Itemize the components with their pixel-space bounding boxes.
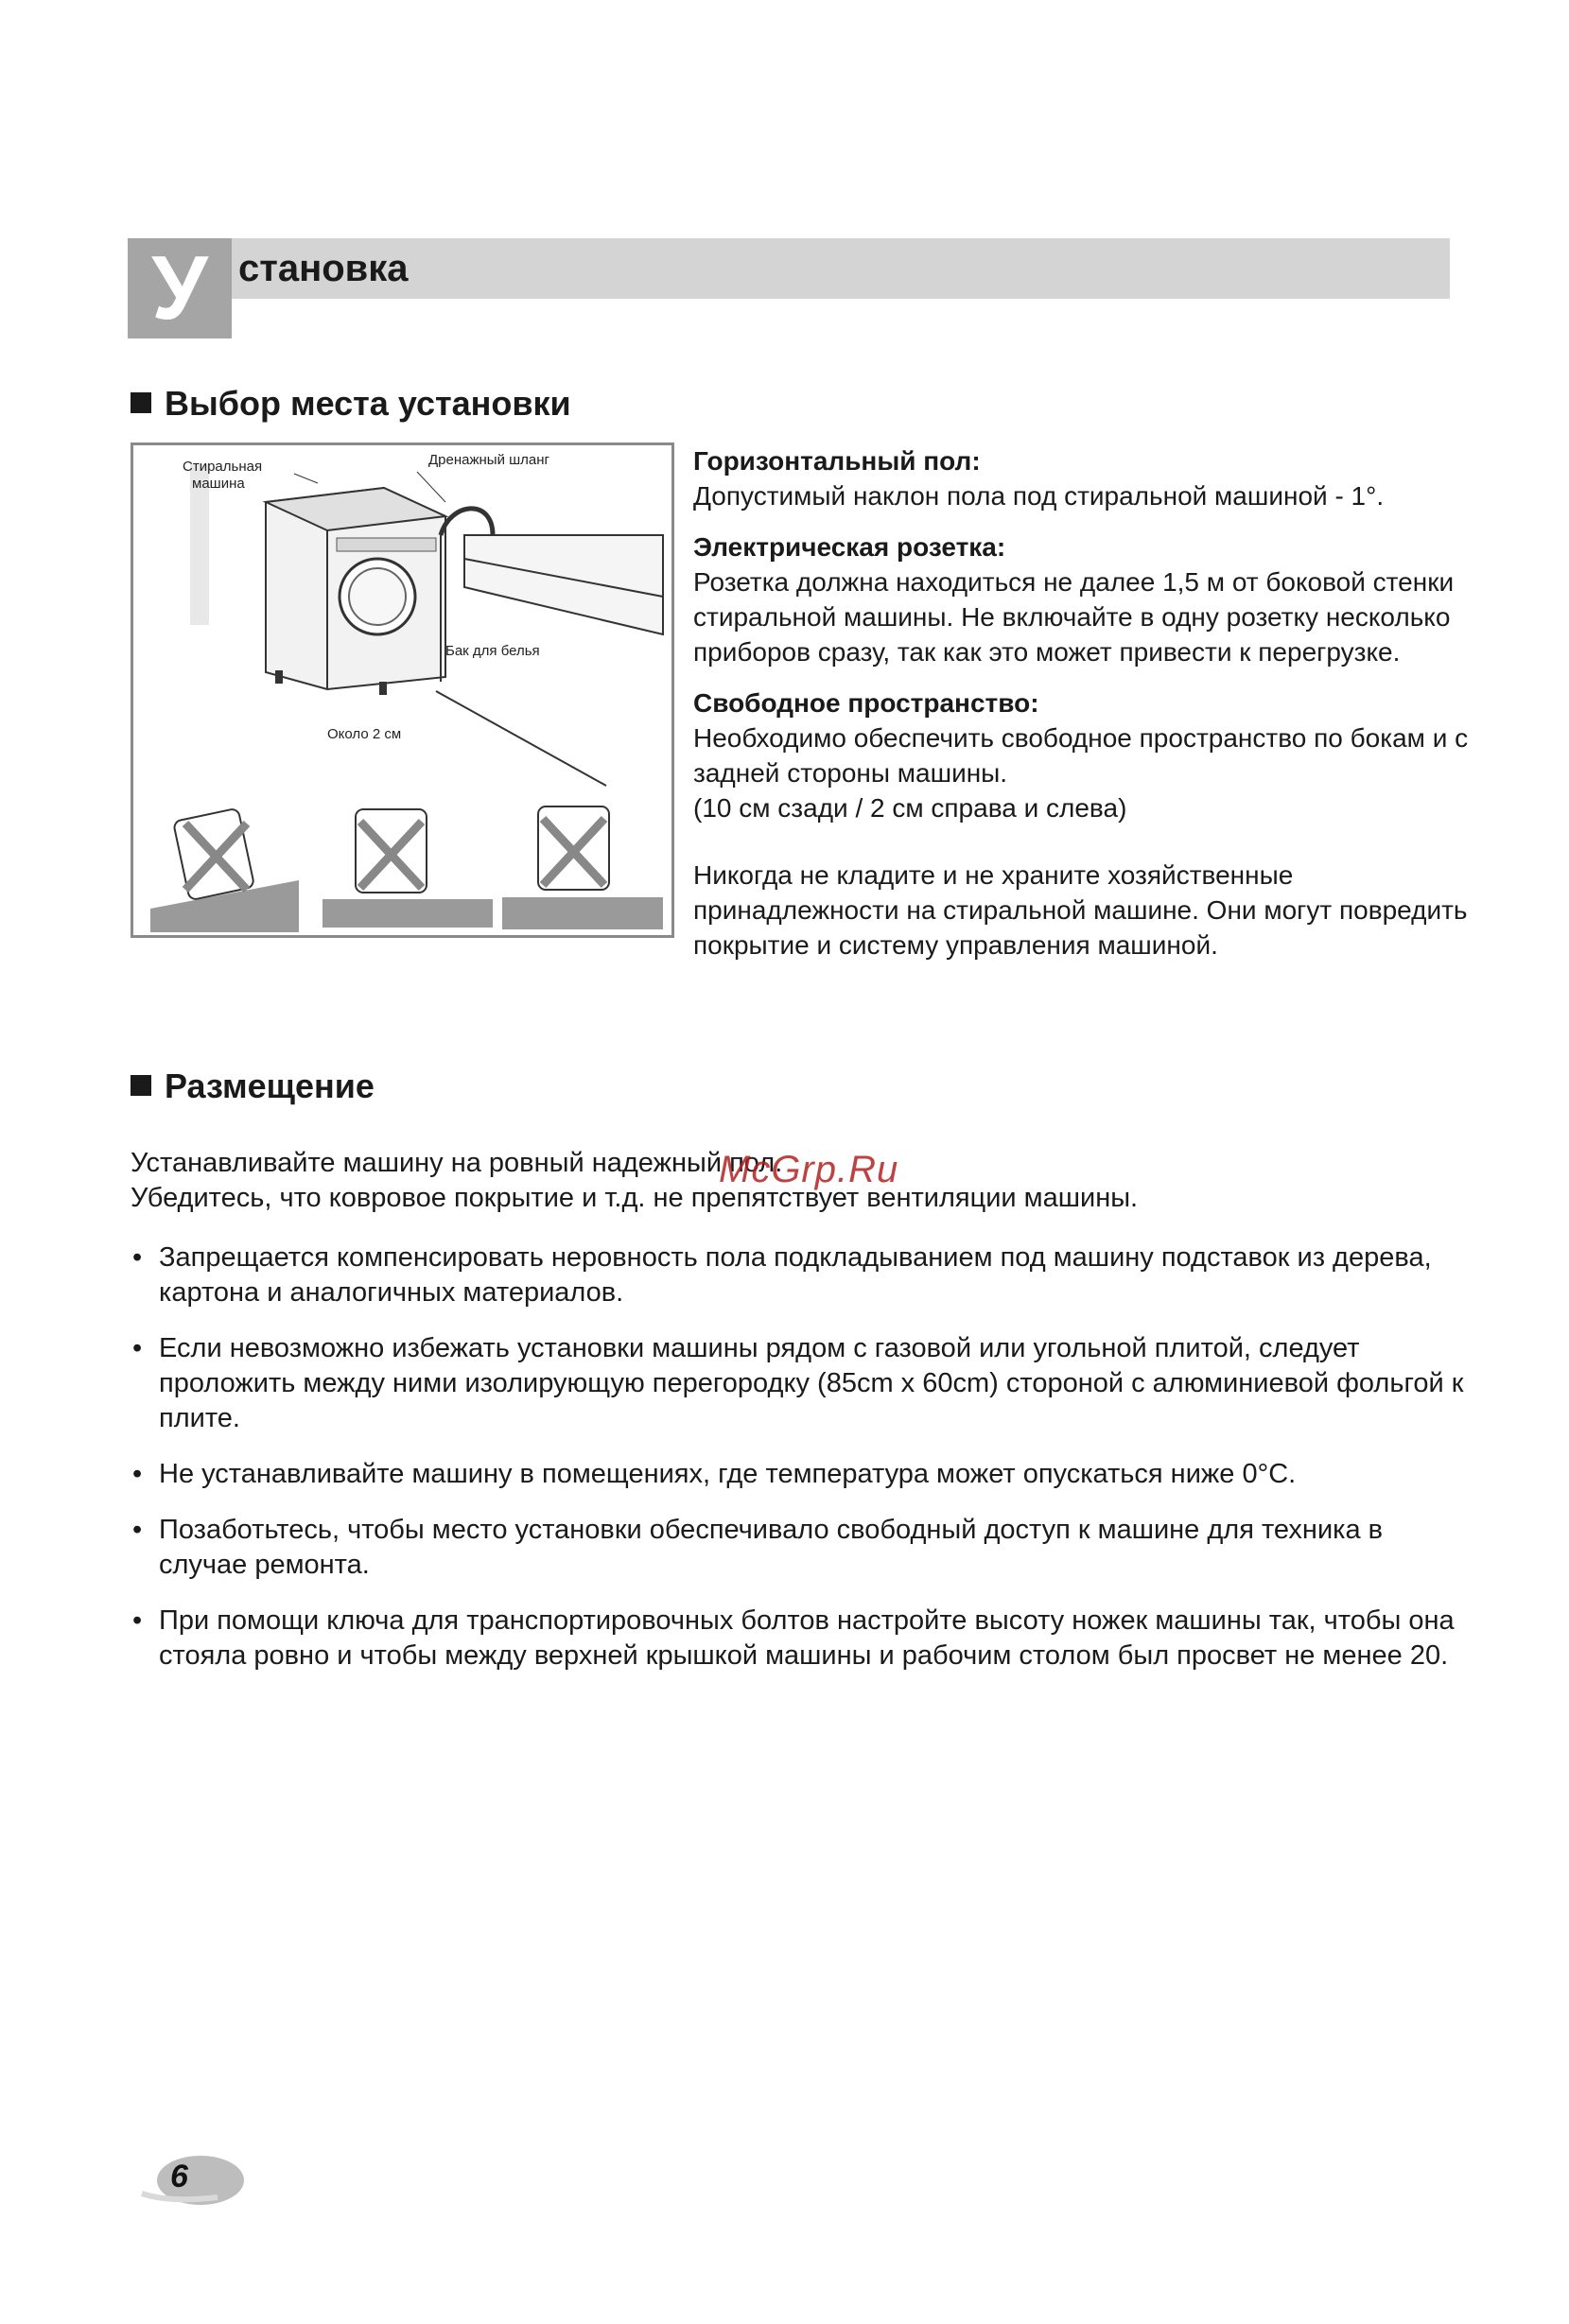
section-title-text: Размещение bbox=[165, 1067, 375, 1105]
wrong-placement-scene-2 bbox=[323, 809, 493, 928]
machine-foot bbox=[379, 682, 387, 695]
instruction-list bbox=[131, 1240, 1473, 1674]
machine-foot bbox=[275, 670, 283, 684]
header-initial-letter: У bbox=[128, 238, 232, 338]
watermark: McGrp.Ru bbox=[719, 1149, 899, 1190]
laundry-tub bbox=[464, 535, 663, 634]
section-title-placement bbox=[131, 380, 571, 427]
illustration-svg bbox=[133, 445, 671, 935]
leader-line bbox=[294, 474, 318, 483]
wrong-placement-scene-1 bbox=[150, 808, 299, 932]
page-number-badge bbox=[132, 2152, 246, 2209]
list-item: • Позаботьтесь, чтобы место установки обеспечивало свободный доступ к машине для техника в случае ремонта. bbox=[131, 1513, 1473, 1583]
square-bullet-icon bbox=[131, 1075, 151, 1096]
wrong-placement-scene-3 bbox=[502, 806, 663, 929]
list-item: • Если невозможно избежать установки машины рядом с газовой или угольной плитой, следует проложить между ними изолирующую перегородку (85cm x 60cm) стороной с алюминиевой фольгой к плите. bbox=[131, 1331, 1473, 1436]
heading-electric-outlet: Электрическая розетка: bbox=[693, 532, 1006, 562]
label-laundry-tub: Бак для белья bbox=[445, 643, 540, 659]
label-machine-line1: Стиральная bbox=[183, 459, 263, 475]
page-number: 6 bbox=[170, 2159, 188, 2194]
intro-line-2: Убедитесь, что ковровое покрытие и т.д. не препятствует вентиляции машины. bbox=[131, 1183, 1139, 1213]
section-title-positioning bbox=[131, 1063, 375, 1110]
control-panel bbox=[337, 538, 436, 551]
positioning-instructions bbox=[131, 1146, 1473, 1694]
intro-line-1: Устанавливайте машину на ровный надежный пол. bbox=[131, 1148, 783, 1178]
leader-line bbox=[417, 472, 445, 502]
rough-floor bbox=[502, 897, 663, 929]
list-item: • Не устанавливайте машину в помещениях, где температура может опускаться ниже 0°C. bbox=[131, 1457, 1473, 1492]
text-storage-note: Никогда не кладите и не храните хозяйственные принадлежности на стиральной машине. Они могут повредить покрытие и систему управления машиной. bbox=[693, 860, 1468, 960]
page-title: становка bbox=[238, 248, 409, 289]
heading-level-floor: Горизонтальный пол: bbox=[693, 446, 981, 476]
distance-line bbox=[436, 691, 606, 786]
text-free-space-dimensions: (10 см сзади / 2 см справа и слева) bbox=[693, 793, 1127, 823]
requirements-column bbox=[693, 444, 1469, 980]
label-drain-hose: Дренажный шланг bbox=[428, 452, 549, 468]
uneven-floor bbox=[323, 899, 493, 928]
text-free-space: Необходимо обеспечить свободное пространство по бокам и с задней стороны машины. bbox=[693, 723, 1469, 788]
installation-illustration bbox=[131, 442, 674, 938]
machine-door-glass bbox=[349, 568, 406, 625]
list-item: • Запрещается компенсировать неровность пола подкладыванием под машину подставок из дерева, картона и аналогичных материалов. bbox=[131, 1240, 1473, 1310]
section-title-text: Выбор места установки bbox=[165, 384, 571, 423]
text-electric-outlet: Розетка должна находиться не далее 1,5 м от боковой стенки стиральной машины. Не включайте в одну розетку несколько приборов сразу, так как это может привести к перегрузке. bbox=[693, 567, 1455, 667]
label-distance: Около 2 см bbox=[327, 726, 402, 742]
text-level-floor: Допустимый наклон пола под стиральной машиной - 1°. bbox=[693, 481, 1385, 511]
heading-free-space: Свободное пространство: bbox=[693, 688, 1039, 718]
square-bullet-icon bbox=[131, 392, 151, 413]
label-machine-line2: машина bbox=[192, 476, 245, 492]
list-item: • При помощи ключа для транспортировочных болтов настройте высоту ножек машины так, чтобы она стояла ровно и чтобы между верхней крышкой машины и рабочим столом был просвет не менее 20. bbox=[131, 1604, 1473, 1674]
